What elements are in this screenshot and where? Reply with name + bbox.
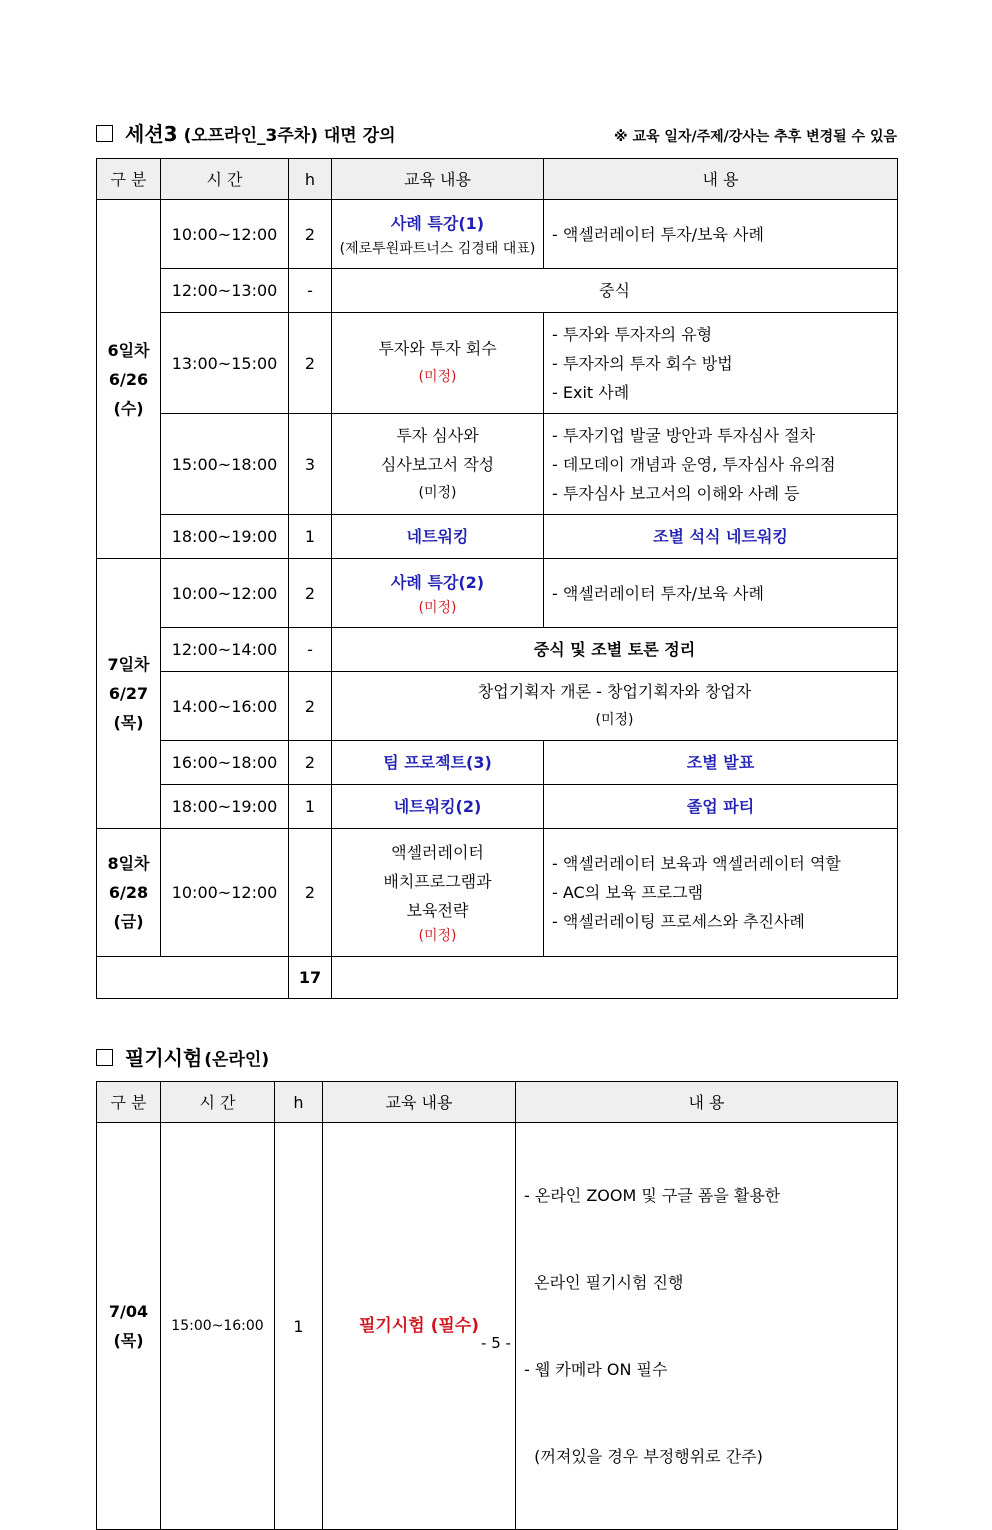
hours-cell: 2 <box>289 829 332 957</box>
header-content: 내 용 <box>544 159 898 200</box>
table-row <box>97 672 898 741</box>
total-row <box>97 957 898 999</box>
table-header-row <box>97 159 898 200</box>
content-line: - 웹 카메라 ON 필수 <box>524 1360 668 1379</box>
hours-cell: 1 <box>275 1123 323 1530</box>
content-line: 온라인 필기시험 진행 <box>524 1273 684 1292</box>
day8-date: 6/28 <box>108 883 149 902</box>
hours-cell: 2 <box>289 200 332 269</box>
edu-line: 투자 심사와 <box>396 425 479 445</box>
day8-weekday: (금) <box>113 912 144 931</box>
hours-cell: 1 <box>289 515 332 559</box>
header-division: 구 분 <box>97 1082 161 1123</box>
exam-title: 필기시험 <box>125 1046 203 1070</box>
merged-tbd: (미정) <box>595 712 634 728</box>
hours-cell: 2 <box>289 313 332 414</box>
exam-heading <box>96 1042 897 1071</box>
edu-cell: 팀 프로젝트(3) <box>332 741 544 785</box>
edu-line: 액셀러레이터 <box>391 843 484 862</box>
exam-date-cell <box>97 1123 161 1530</box>
merged-title: 창업기획자 개론 - 창업기획자와 창업자 <box>477 682 752 701</box>
day7-label: 7일차 <box>107 655 150 674</box>
time-cell: 12:00~14:00 <box>161 628 289 672</box>
header-hours: h <box>275 1082 323 1123</box>
exam-date: 7/04 <box>108 1302 149 1321</box>
time-cell: 18:00~19:00 <box>161 515 289 559</box>
checkbox-square-icon <box>96 1049 113 1066</box>
time-cell: 12:00~13:00 <box>161 269 289 313</box>
content-line: - 액셀러레이터 보육과 액셀러레이터 역할 <box>552 854 841 873</box>
section3-heading <box>96 118 897 147</box>
time-cell: 18:00~19:00 <box>161 785 289 829</box>
section3-subtitle: (오프라인_3주차) 대면 강의 <box>183 126 396 146</box>
table-row <box>97 269 898 313</box>
header-time: 시 간 <box>161 1082 275 1123</box>
content-cell: 조별 발표 <box>544 741 898 785</box>
time-cell: 10:00~12:00 <box>161 559 289 628</box>
section3-title: 세션3 <box>125 122 178 146</box>
table-header-row <box>97 1082 898 1123</box>
edu-cell <box>332 313 544 414</box>
edu-cell: 필기시험 (필수) <box>323 1123 516 1530</box>
table-row <box>97 559 898 628</box>
content-cell <box>544 313 898 414</box>
day7-date: 6/27 <box>108 684 149 703</box>
edu-cell <box>332 559 544 628</box>
checkbox-square-icon <box>96 125 113 142</box>
content-cell <box>544 829 898 957</box>
hours-cell: 3 <box>289 414 332 515</box>
day6-date: 6/26 <box>108 369 149 389</box>
table-row <box>97 200 898 269</box>
edu-cell: 네트워킹 <box>332 515 544 559</box>
table-row <box>97 414 898 515</box>
change-notice: ※ 교육 일자/주제/강사는 추후 변경될 수 있음 <box>614 129 897 145</box>
merged-cell <box>332 672 898 741</box>
header-hours: h <box>289 159 332 200</box>
content-line: - 온라인 ZOOM 및 구글 폼을 활용한 <box>524 1186 781 1205</box>
content-cell: 졸업 파티 <box>544 785 898 829</box>
content-line: (꺼져있을 경우 부정행위로 간주) <box>524 1447 763 1466</box>
edu-title: 사례 특강(1) <box>390 213 485 233</box>
content-line: - 투자와 투자자의 유형 <box>552 324 713 344</box>
edu-cell: 네트워킹(2) <box>332 785 544 829</box>
time-cell: 10:00~12:00 <box>161 200 289 269</box>
edu-line: 심사보고서 작성 <box>380 454 495 474</box>
total-label-cell <box>97 957 289 999</box>
time-cell: 14:00~16:00 <box>161 672 289 741</box>
time-cell: 15:00~18:00 <box>161 414 289 515</box>
content-cell <box>516 1123 898 1530</box>
edu-line: 보육전략 <box>406 901 469 920</box>
edu-title: 사례 특강(2) <box>390 572 485 592</box>
table-row <box>97 829 898 957</box>
day6-weekday: (수) <box>113 398 144 418</box>
merged-cell: 중식 및 조별 토론 정리 <box>332 628 898 672</box>
time-cell: 15:00~16:00 <box>161 1123 275 1530</box>
edu-tbd: (미정) <box>418 599 457 616</box>
day8-label: 8일차 <box>107 854 150 873</box>
edu-line: 배치프로그램과 <box>383 872 492 891</box>
table-row <box>97 1123 898 1530</box>
edu-tbd: (미정) <box>418 484 457 501</box>
edu-lecturer: (제로투원파트너스 김경태 대표) <box>339 240 536 257</box>
hours-cell: 2 <box>289 741 332 785</box>
hours-cell: - <box>289 628 332 672</box>
total-hours: 17 <box>289 957 332 999</box>
time-cell: 13:00~15:00 <box>161 313 289 414</box>
content-cell: - 액셀러레이터 투자/보육 사례 <box>544 200 898 269</box>
hours-cell: 2 <box>289 559 332 628</box>
edu-cell <box>332 414 544 515</box>
content-line: - 투자심사 보고서의 이해와 사례 등 <box>552 483 800 503</box>
exam-subtitle: (온라인) <box>204 1050 270 1070</box>
header-edu-title: 교육 내용 <box>332 159 544 200</box>
hours-cell: 1 <box>289 785 332 829</box>
content-line: - 투자자의 투자 회수 방법 <box>552 353 733 373</box>
hours-cell: 2 <box>289 672 332 741</box>
content-cell: 조별 석식 네트워킹 <box>544 515 898 559</box>
time-cell: 10:00~12:00 <box>161 829 289 957</box>
edu-tbd: (미정) <box>418 928 457 944</box>
exam-weekday: (목) <box>113 1331 144 1350</box>
table-row <box>97 741 898 785</box>
day7-cell <box>97 559 161 829</box>
header-division: 구 분 <box>97 159 161 200</box>
content-cell <box>544 414 898 515</box>
day6-cell <box>97 200 161 559</box>
edu-cell <box>332 200 544 269</box>
hours-cell: - <box>289 269 332 313</box>
content-line: - 투자기업 발굴 방안과 투자심사 절차 <box>552 425 816 445</box>
edu-title: 투자와 투자 회수 <box>378 339 497 358</box>
exam-table <box>96 1081 898 1530</box>
header-edu-title: 교육 내용 <box>323 1082 516 1123</box>
day6-label: 6일차 <box>107 340 150 360</box>
page-number: - 5 - <box>481 1334 511 1352</box>
content-line: - Exit 사례 <box>552 382 630 402</box>
time-cell: 16:00~18:00 <box>161 741 289 785</box>
edu-tbd: (미정) <box>418 369 457 385</box>
table-row <box>97 313 898 414</box>
table-row <box>97 515 898 559</box>
header-time: 시 간 <box>161 159 289 200</box>
content-cell: - 액셀러레이터 투자/보육 사례 <box>544 559 898 628</box>
header-content: 내 용 <box>516 1082 898 1123</box>
table-row <box>97 628 898 672</box>
table-row <box>97 785 898 829</box>
session3-table <box>96 158 898 999</box>
total-empty-cell <box>332 957 898 999</box>
day8-cell <box>97 829 161 957</box>
edu-cell <box>332 829 544 957</box>
content-line: - 데모데이 개념과 운영, 투자심사 유의점 <box>552 454 836 474</box>
content-line: - AC의 보육 프로그램 <box>552 883 704 902</box>
content-line: - 액셀러레이팅 프로세스와 추진사례 <box>552 912 805 931</box>
merged-cell: 중식 <box>332 269 898 313</box>
day7-weekday: (목) <box>113 713 144 732</box>
